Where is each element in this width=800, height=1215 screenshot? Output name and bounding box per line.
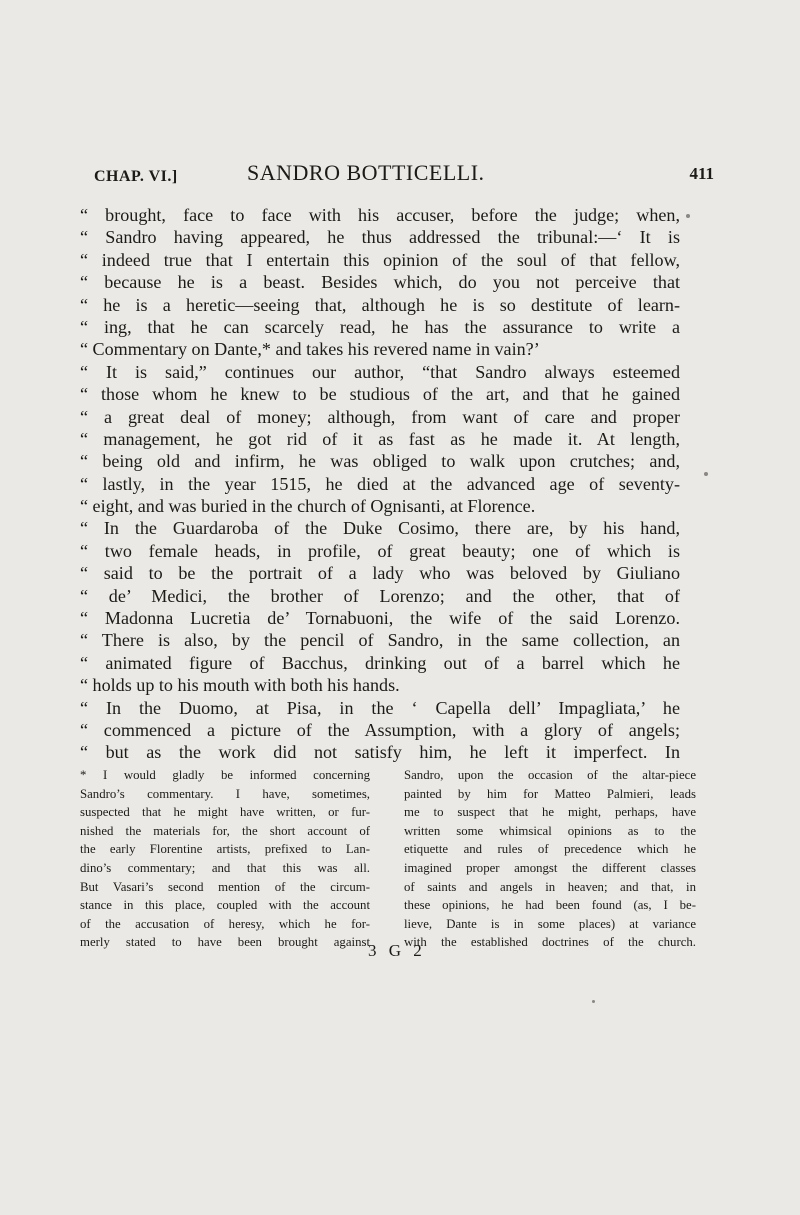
page-number: 411 (689, 164, 714, 183)
footnote-column-left (80, 766, 370, 952)
paper-speck (704, 472, 708, 476)
paper-speck (592, 1000, 595, 1003)
text-line: “ being old and infirm, he was obliged to walk upon crutches; and, (80, 451, 680, 472)
text-line: “ It is said,” continues our author, “that Sandro always esteemed (80, 361, 680, 382)
text-line: “ management, he got rid of it as fast as he made it. At length, (80, 428, 680, 449)
footnote-line: But Vasari’s second mention of the circum- (80, 879, 370, 894)
text-line: “ There is also, by the pencil of Sandro, in the same collection, an (80, 630, 680, 651)
text-line: “ those whom he knew to be studious of the art, and that he gained (80, 384, 680, 405)
text-line: “ In the Duomo, at Pisa, in the ‘ Capella dell’ Impagliata,’ he (80, 697, 680, 718)
text-line: “ Commentary on Dante,* and takes his revered name in vain?’ (80, 339, 540, 360)
footnote-line: * I would gladly be informed concerning (80, 768, 370, 782)
text-line: “ a great deal of money; although, from want of care and proper (80, 406, 680, 427)
footnote-line: these opinions, he had been found (as, I be- (404, 898, 696, 913)
footnote-line: lieve, Dante is in some places) at variance (404, 916, 696, 931)
footnote-line: etiquette and rules of precedence which he (404, 842, 696, 857)
chapter-label: CHAP. VI.] (94, 168, 178, 185)
footnote-column-right (404, 766, 696, 952)
text-line: “ ing, that he can scarcely read, he has the assurance to write a (80, 316, 680, 337)
footnote-line: merly stated to have been brought against (80, 935, 370, 950)
footnote-line: suspected that he might have written, or fur- (80, 805, 370, 820)
text-line: “ animated figure of Bacchus, drinking out of a barrel which he (80, 652, 680, 673)
text-line: “ said to be the portrait of a lady who was beloved by Giuliano (80, 563, 680, 584)
text-line: “ In the Guardaroba of the Duke Cosimo, there are, by his hand, (80, 518, 680, 539)
paper-speck (686, 214, 690, 218)
footnote-line: Sandro, upon the occasion of the altar-piece (404, 768, 696, 782)
footnote-line: Sandro’s commentary. I have, sometimes, (80, 786, 370, 801)
footnote-line: of the accusation of heresy, which he for- (80, 916, 370, 931)
text-line: “ brought, face to face with his accuser, before the judge; when, (80, 205, 680, 225)
signature-mark: 3 G 2 (368, 941, 426, 960)
text-line: “ holds up to his mouth with both his hands. (80, 675, 400, 696)
text-line: “ indeed true that I entertain this opinion of the soul of that fellow, (80, 249, 680, 270)
text-line: “ commenced a picture of the Assumption, with a glory of angels; (80, 719, 680, 740)
footnote-line: nished the materials for, the short account of (80, 823, 370, 838)
text-line: “ Sandro having appeared, he thus addressed the tribunal:—‘ It is (80, 227, 680, 248)
text-line: “ because he is a beast. Besides which, do you not perceive that (80, 272, 680, 293)
footnote-line: me to suspect that he might, perhaps, have (404, 805, 696, 820)
footnote-line: dino’s commentary; and that this was all. (80, 860, 370, 875)
text-line: “ de’ Medici, the brother of Lorenzo; and the other, that of (80, 585, 680, 606)
running-title: SANDRO BOTTICELLI. (247, 160, 485, 185)
footnote-line: painted by him for Matteo Palmieri, leads (404, 786, 696, 801)
main-text (80, 204, 680, 764)
running-header (94, 160, 714, 190)
footnote-line: the early Florentine artists, prefixed to Lan- (80, 842, 370, 857)
text-line: “ Madonna Lucretia de’ Tornabuoni, the wife of the said Lorenzo. (80, 608, 680, 629)
text-line: “ lastly, in the year 1515, he died at the advanced age of seventy- (80, 473, 680, 494)
text-line: “ two female heads, in profile, of great beauty; one of which is (80, 540, 680, 561)
footnote-line: imagined proper amongst the different classes (404, 860, 696, 875)
footnote-line: written some whimsical opinions as to the (404, 823, 696, 838)
text-line: “ but as the work did not satisfy him, he left it imperfect. In (80, 742, 680, 763)
footnote-line: stance in this place, coupled with the account (80, 898, 370, 913)
text-line: “ eight, and was buried in the church of Ognisanti, at Florence. (80, 496, 536, 517)
footnote-line: of saints and angels in heaven; and that, in (404, 879, 696, 894)
footnote-line: with the established doctrines of the church. (404, 935, 696, 950)
text-line: “ he is a heretic—seeing that, although he is so destitute of learn- (80, 294, 680, 315)
